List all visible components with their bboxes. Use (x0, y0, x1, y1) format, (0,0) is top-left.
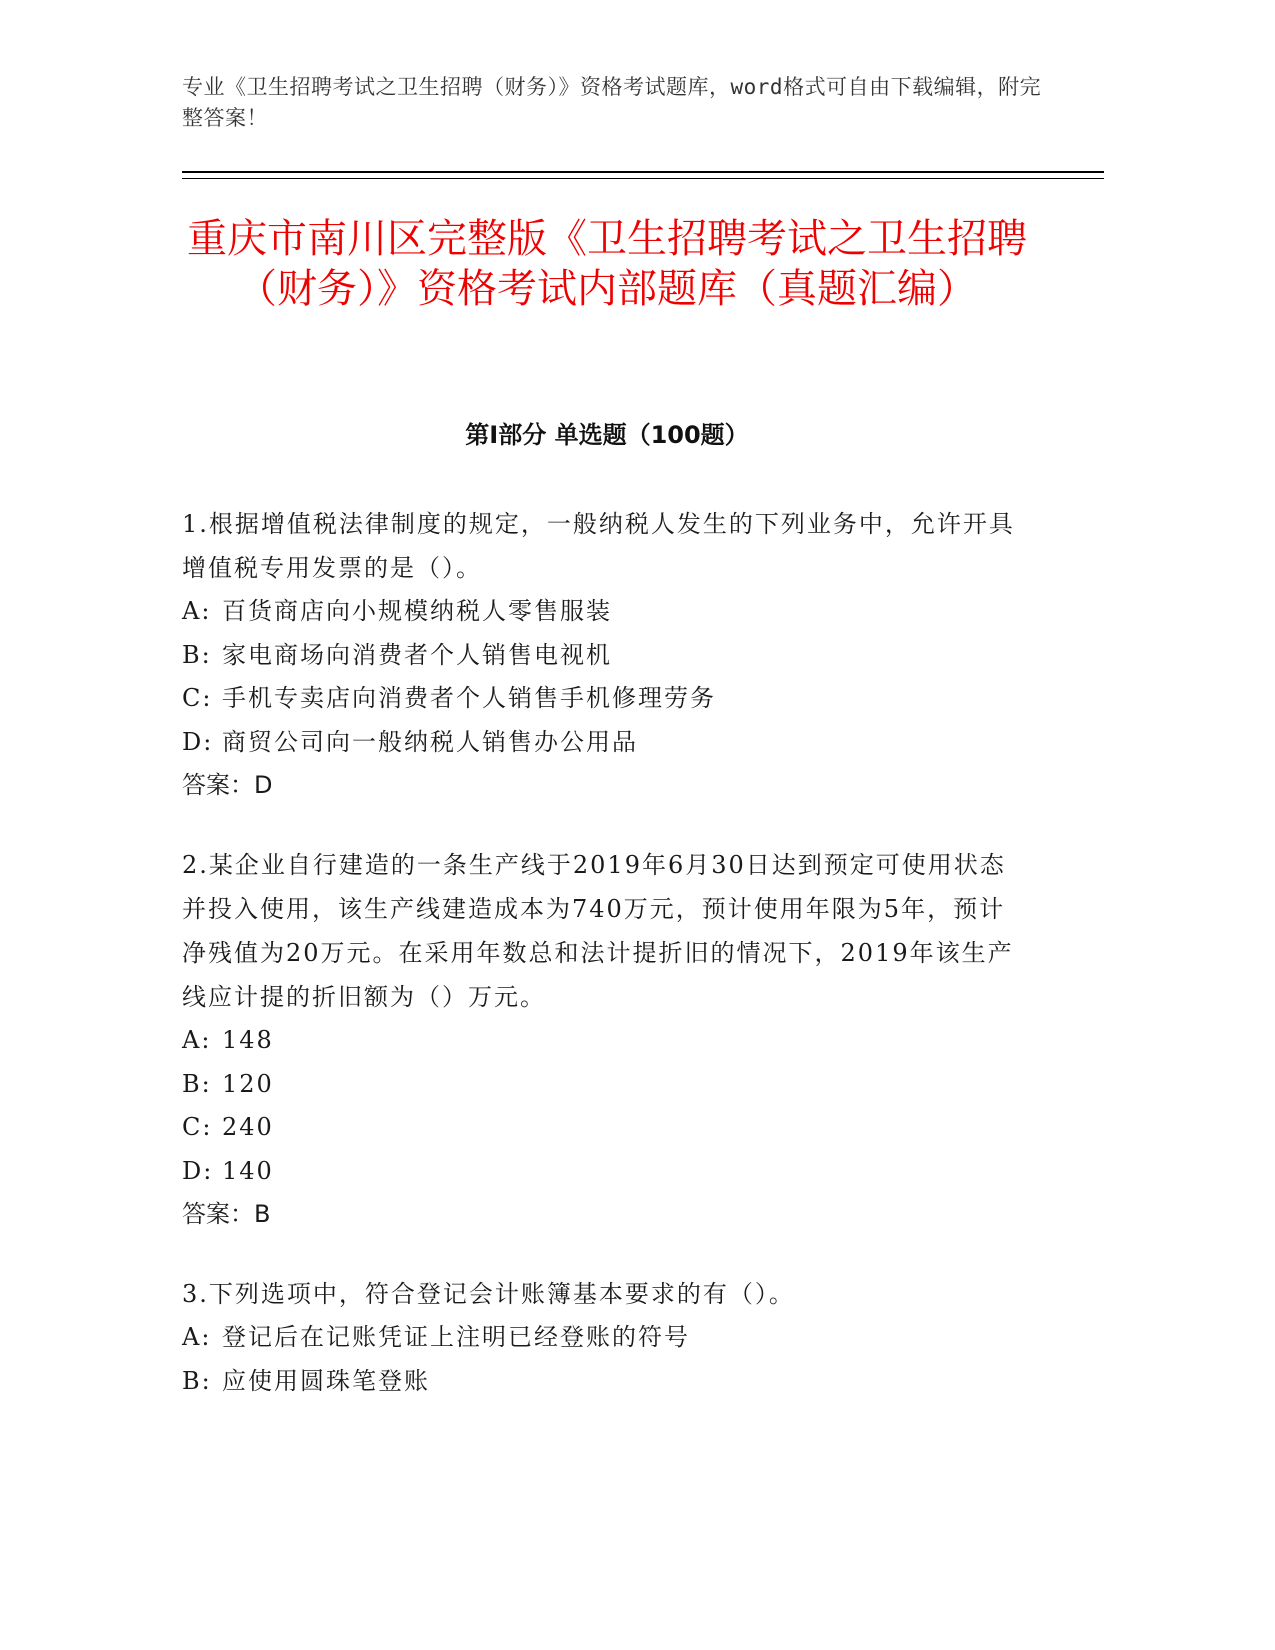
option-letter: C: (182, 1113, 213, 1141)
question-3 (182, 1272, 1022, 1403)
question-stem: 3.下列选项中，符合登记会计账簿基本要求的有（）。 (182, 1280, 795, 1308)
option-a (182, 1019, 1022, 1063)
header-note: 专业《卫生招聘考试之卫生招聘（财务）》资格考试题库，word格式可自由下载编辑，附完整答案！ (182, 75, 1042, 130)
option-letter: B: (182, 640, 212, 669)
question-stem: 2.某企业自行建造的一条生产线于2019年6月30日达到预定可使用状态并投入使用，该生产线建造成本为740万元，预计使用年限为5年，预计净残值为20万元。在采用年数总和法计提折旧的情况下，2019年该生产线应计提的折旧额为（）万元。 (182, 851, 1014, 1011)
option-letter: D: (182, 1156, 214, 1185)
question-stem: 1.根据增值税法律制度的规定，一般纳税人发生的下列业务中，允许开具增值税专用发票的是（）。 (182, 510, 1015, 582)
document-title: 重庆市南川区完整版《卫生招聘考试之卫生招聘（财务）》资格考试内部题库（真题汇编） (187, 216, 1027, 312)
header-rule-thick (182, 171, 1104, 173)
section-title: 第I部分 单选题（100题） (465, 421, 749, 449)
option-letter: D: (182, 727, 214, 756)
question-1 (182, 502, 1022, 807)
question-list (182, 502, 1022, 1439)
option-text: 百货商店向小规模纳税人零售服装 (222, 597, 612, 625)
option-a (182, 590, 1022, 634)
option-a (182, 1316, 1022, 1360)
option-text: 240 (222, 1113, 274, 1141)
option-text: 应使用圆珠笔登账 (222, 1366, 430, 1395)
option-c (182, 1106, 1022, 1150)
option-c (182, 677, 1022, 721)
option-letter: A: (182, 597, 212, 625)
option-b (182, 1063, 1022, 1107)
header-rule-thin (182, 178, 1104, 179)
option-b (182, 634, 1022, 678)
option-d (182, 721, 1022, 765)
option-letter: A: (182, 1323, 212, 1351)
option-text: 登记后在记账凭证上注明已经登账的符号 (222, 1323, 690, 1351)
option-d (182, 1150, 1022, 1194)
option-text: 120 (222, 1069, 274, 1098)
option-letter: B: (182, 1069, 212, 1098)
option-letter: A: (182, 1026, 212, 1054)
option-b (182, 1360, 1022, 1404)
option-letter: B: (182, 1366, 212, 1395)
question-2 (182, 843, 1022, 1236)
option-letter: C: (182, 684, 213, 712)
option-text: 148 (222, 1026, 274, 1054)
option-text: 140 (222, 1156, 274, 1185)
answer-label: 答案：B (182, 1200, 271, 1228)
option-text: 手机专卖店向消费者个人销售手机修理劳务 (222, 684, 716, 712)
answer-label: 答案：D (182, 771, 273, 799)
option-text: 商贸公司向一般纳税人销售办公用品 (222, 727, 638, 756)
option-text: 家电商场向消费者个人销售电视机 (222, 640, 612, 669)
